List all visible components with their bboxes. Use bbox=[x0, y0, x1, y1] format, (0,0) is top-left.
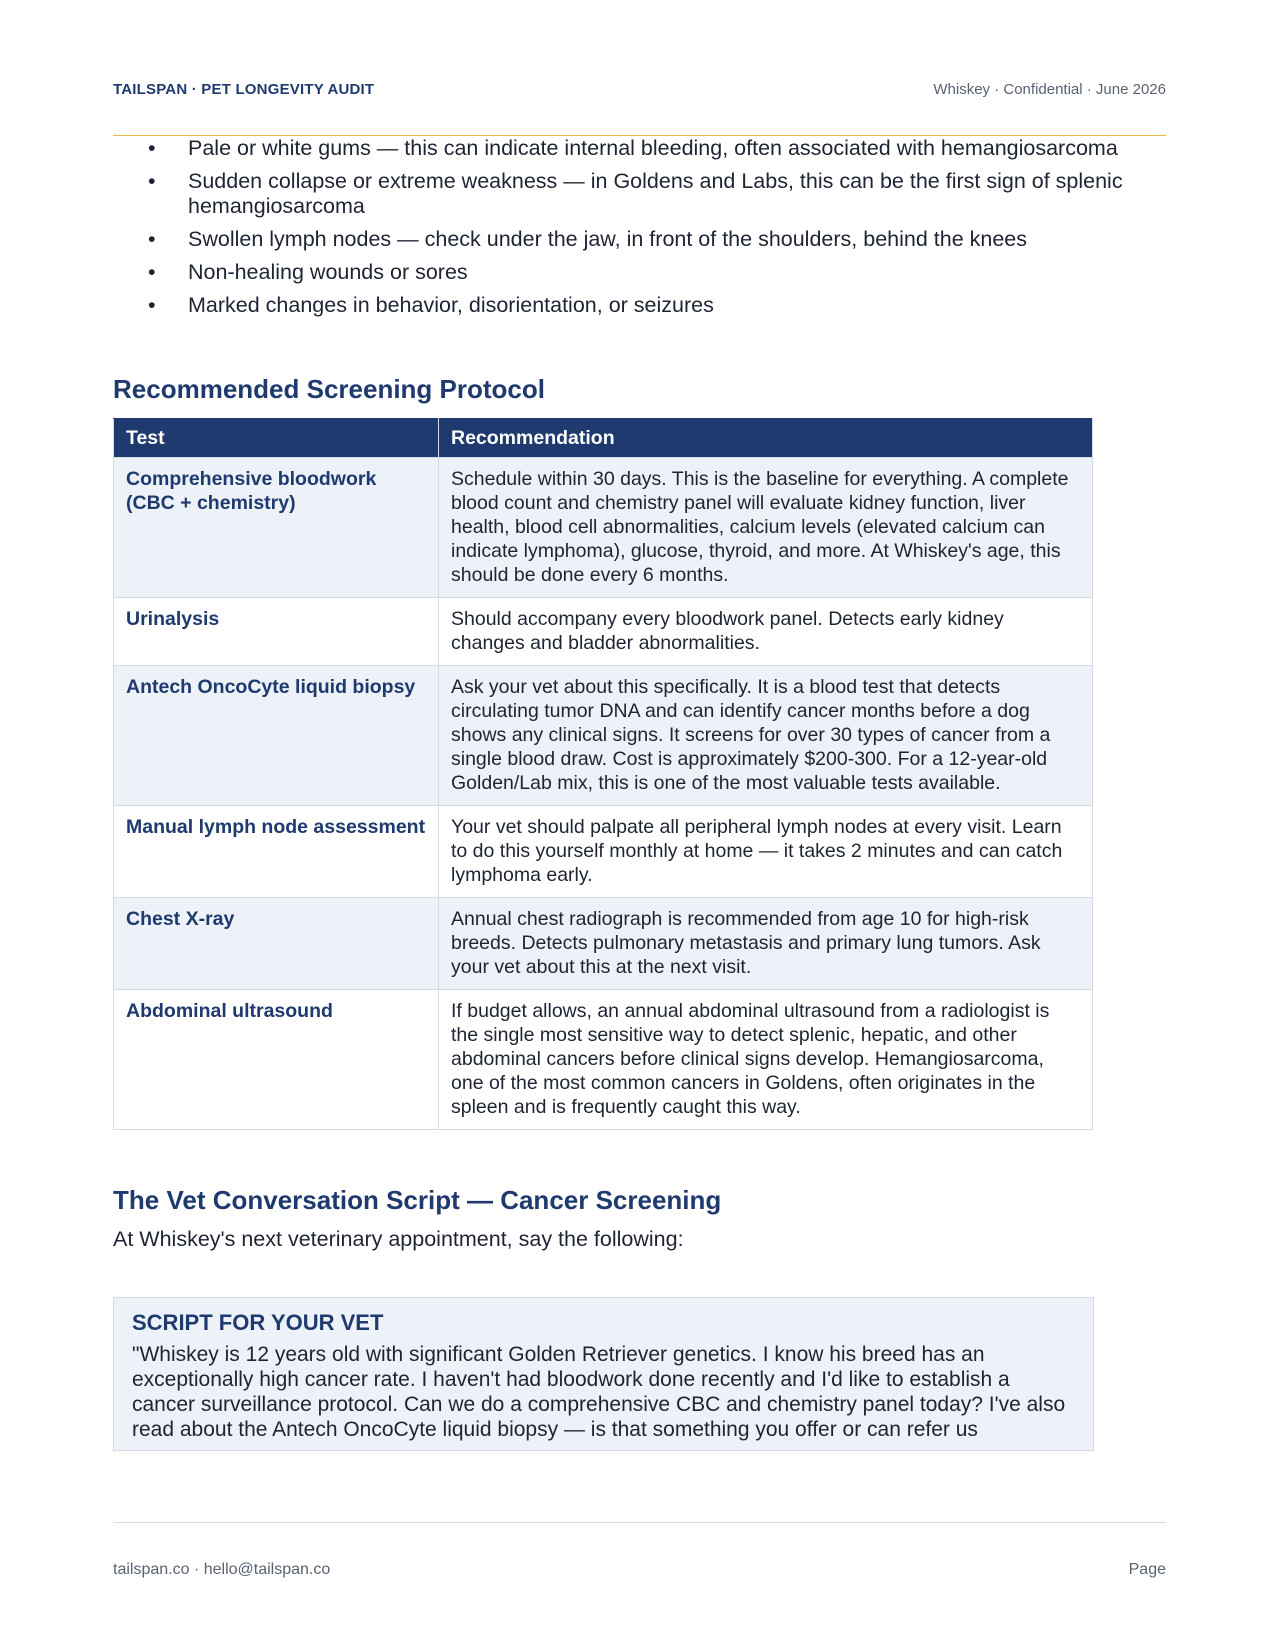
column-header-test: Test bbox=[114, 419, 439, 458]
brand-title: TAILSPAN · PET LONGEVITY AUDIT bbox=[113, 81, 375, 98]
warning-signs-list bbox=[113, 136, 1166, 318]
list-item-text: Swollen lymph nodes — check under the jaw, in front of the shoulders, behind the knees bbox=[188, 227, 1028, 251]
test-name-cell: Comprehensive bloodwork (CBC + chemistry) bbox=[114, 458, 439, 598]
script-intro-text: At Whiskey's next veterinary appointment, say the following: bbox=[113, 1227, 684, 1251]
test-name-cell: Antech OncoCyte liquid biopsy bbox=[114, 666, 439, 806]
table-row bbox=[114, 598, 1093, 666]
table-row bbox=[114, 806, 1093, 898]
script-section-title: The Vet Conversation Script — Cancer Screening bbox=[113, 1185, 722, 1215]
table-header-row bbox=[114, 419, 1093, 458]
screening-protocol-table bbox=[113, 418, 1093, 1130]
script-box-text: "Whiskey is 12 years old with significant Golden Retriever genetics. I know his breed has an exceptionally high cancer rate. I haven't had bloodwork done recently and I'd like to establish a cancer surveillance protocol. Can we do a comprehensive CBC and chemistry panel today? I've also read about the Antech OncoCyte liquid biopsy — is that something you offer or can refer us bbox=[132, 1343, 1066, 1441]
list-item bbox=[113, 293, 1166, 318]
list-item bbox=[113, 227, 1166, 252]
footer-divider bbox=[113, 1522, 1166, 1523]
list-item bbox=[113, 169, 1166, 219]
table-row bbox=[114, 898, 1093, 990]
script-box-label: SCRIPT FOR YOUR VET bbox=[132, 1310, 384, 1335]
recommendation-cell: Ask your vet about this specifically. It is a blood test that detects circulating tumor DNA and can identify cancer months before a dog shows any clinical signs. It screens for over 30 types of cancer from a single blood draw. Cost is approximately $200-300. For a 12-year-old Golden/Lab mix, this is one of the most valuable tests available. bbox=[439, 666, 1093, 806]
table-row bbox=[114, 990, 1093, 1130]
column-header-recommendation: Recommendation bbox=[439, 419, 1093, 458]
list-item bbox=[113, 136, 1166, 161]
recommendation-cell: Should accompany every bloodwork panel. Detects early kidney changes and bladder abnormalities. bbox=[439, 598, 1093, 666]
list-item-text: Sudden collapse or extreme weakness — in Goldens and Labs, this can be the first sign of splenic hemangiosarcoma bbox=[188, 169, 1123, 218]
test-name-cell: Chest X-ray bbox=[114, 898, 439, 990]
recommendation-cell: Annual chest radiograph is recommended from age 10 for high-risk breeds. Detects pulmonary metastasis and primary lung tumors. Ask your vet about this at the next visit. bbox=[439, 898, 1093, 990]
list-item bbox=[113, 260, 1166, 285]
list-item-text: Marked changes in behavior, disorientation, or seizures bbox=[188, 293, 714, 317]
footer-page-label: Page bbox=[1128, 1561, 1166, 1578]
bullet-icon: • bbox=[148, 293, 156, 317]
vet-script-callout bbox=[113, 1297, 1094, 1451]
page-header bbox=[113, 79, 1166, 101]
recommendation-cell: If budget allows, an annual abdominal ultrasound from a radiologist is the single most sensitive way to detect splenic, hepatic, and other abdominal cancers before clinical signs develop. Hemangiosarcoma, one of the most common cancers in Goldens, often originates in the spleen and is frequently caught this way. bbox=[439, 990, 1093, 1130]
footer-contact: tailspan.co · hello@tailspan.co bbox=[113, 1561, 331, 1578]
bullet-icon: • bbox=[148, 136, 156, 160]
table-row bbox=[114, 666, 1093, 806]
bullet-icon: • bbox=[148, 260, 156, 284]
table-row bbox=[114, 458, 1093, 598]
recommendation-cell: Your vet should palpate all peripheral lymph nodes at every visit. Learn to do this yourself monthly at home — it takes 2 minutes and can catch lymphoma early. bbox=[439, 806, 1093, 898]
bullet-icon: • bbox=[148, 169, 156, 193]
test-name-cell: Urinalysis bbox=[114, 598, 439, 666]
test-name-cell: Abdominal ultrasound bbox=[114, 990, 439, 1130]
list-item-text: Non-healing wounds or sores bbox=[188, 260, 468, 284]
document-meta: Whiskey · Confidential · June 2026 bbox=[933, 81, 1166, 98]
test-name-cell: Manual lymph node assessment bbox=[114, 806, 439, 898]
recommendation-cell: Schedule within 30 days. This is the baseline for everything. A complete blood count and chemistry panel will evaluate kidney function, liver health, blood cell abnormalities, calcium levels (elevated calcium can indicate lymphoma), glucose, thyroid, and more. At Whiskey's age, this should be done every 6 months. bbox=[439, 458, 1093, 598]
bullet-icon: • bbox=[148, 227, 156, 251]
page-content bbox=[113, 136, 1166, 1451]
screening-section-title: Recommended Screening Protocol bbox=[113, 374, 545, 404]
list-item-text: Pale or white gums — this can indicate internal bleeding, often associated with hemangiosarcoma bbox=[188, 136, 1118, 160]
